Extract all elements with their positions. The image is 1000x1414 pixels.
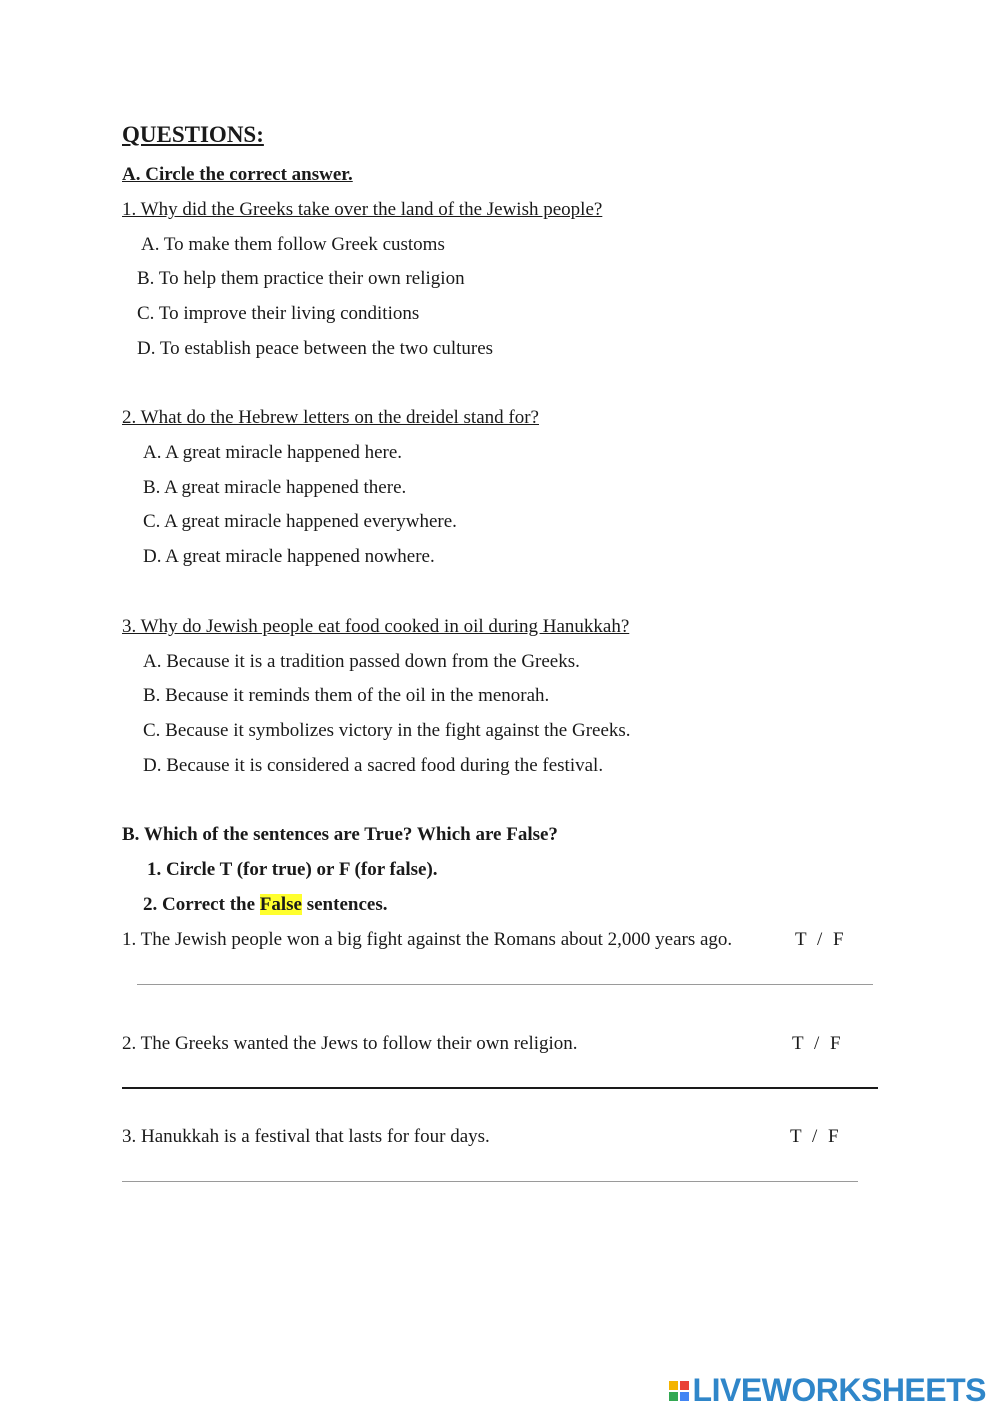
q2-option-a[interactable]: A. A great miracle happened here. [143, 442, 403, 463]
false-highlight: False [259, 894, 302, 915]
section-b-instruction-1: 1. Circle T (for true) or F (for false). [147, 859, 438, 880]
section-b-heading: B. Which of the sentences are True? Which are False? [122, 824, 558, 845]
q1-option-a[interactable]: A. To make them follow Greek customs [141, 234, 445, 255]
section-b-instruction-2 [143, 894, 387, 916]
statement-1: 1. The Jewish people won a big fight against the Romans about 2,000 years ago. [122, 929, 733, 950]
statement-1-answer-line[interactable] [137, 984, 873, 985]
statement-1-true-false[interactable]: T / F [795, 929, 844, 950]
logo-text: LIVEWORKSHEETS [692, 1372, 986, 1408]
instruction-2-suffix: sentences. [301, 894, 388, 915]
section-a-heading: A. Circle the correct answer. [122, 164, 353, 185]
statement-3-answer-line[interactable] [122, 1181, 858, 1182]
q1-option-c[interactable]: C. To improve their living conditions [137, 303, 420, 324]
statement-2: 2. The Greeks wanted the Jews to follow their own religion. [122, 1033, 578, 1054]
liveworksheets-logo-icon [669, 1381, 689, 1401]
q3-option-d[interactable]: D. Because it is considered a sacred food during the festival. [143, 755, 604, 776]
statement-2-answer-line[interactable] [122, 1087, 878, 1089]
instruction-2-prefix: 2. Correct the [143, 894, 260, 915]
q2-option-b[interactable]: B. A great miracle happened there. [143, 477, 407, 498]
q1-option-d[interactable]: D. To establish peace between the two cultures [137, 338, 494, 359]
statement-3: 3. Hanukkah is a festival that lasts for four days. [122, 1126, 490, 1147]
question-3: 3. Why do Jewish people eat food cooked in oil during Hanukkah? [122, 616, 630, 637]
q2-option-d[interactable]: D. A great miracle happened nowhere. [143, 546, 435, 567]
page-title: QUESTIONS: [122, 122, 264, 147]
q1-option-b[interactable]: B. To help them practice their own religion [137, 268, 465, 289]
statement-2-true-false[interactable]: T / F [792, 1033, 841, 1054]
question-2: 2. What do the Hebrew letters on the dreidel stand for? [122, 407, 539, 428]
q3-option-c[interactable]: C. Because it symbolizes victory in the fight against the Greeks. [143, 720, 631, 741]
question-1: 1. Why did the Greeks take over the land of the Jewish people? [122, 199, 603, 220]
q3-option-a[interactable]: A. Because it is a tradition passed down from the Greeks. [143, 651, 580, 672]
statement-3-true-false[interactable]: T / F [790, 1126, 839, 1147]
q2-option-c[interactable]: C. A great miracle happened everywhere. [143, 511, 457, 532]
q3-option-b[interactable]: B. Because it reminds them of the oil in the menorah. [143, 685, 550, 706]
liveworksheets-logo[interactable] [669, 1372, 986, 1409]
